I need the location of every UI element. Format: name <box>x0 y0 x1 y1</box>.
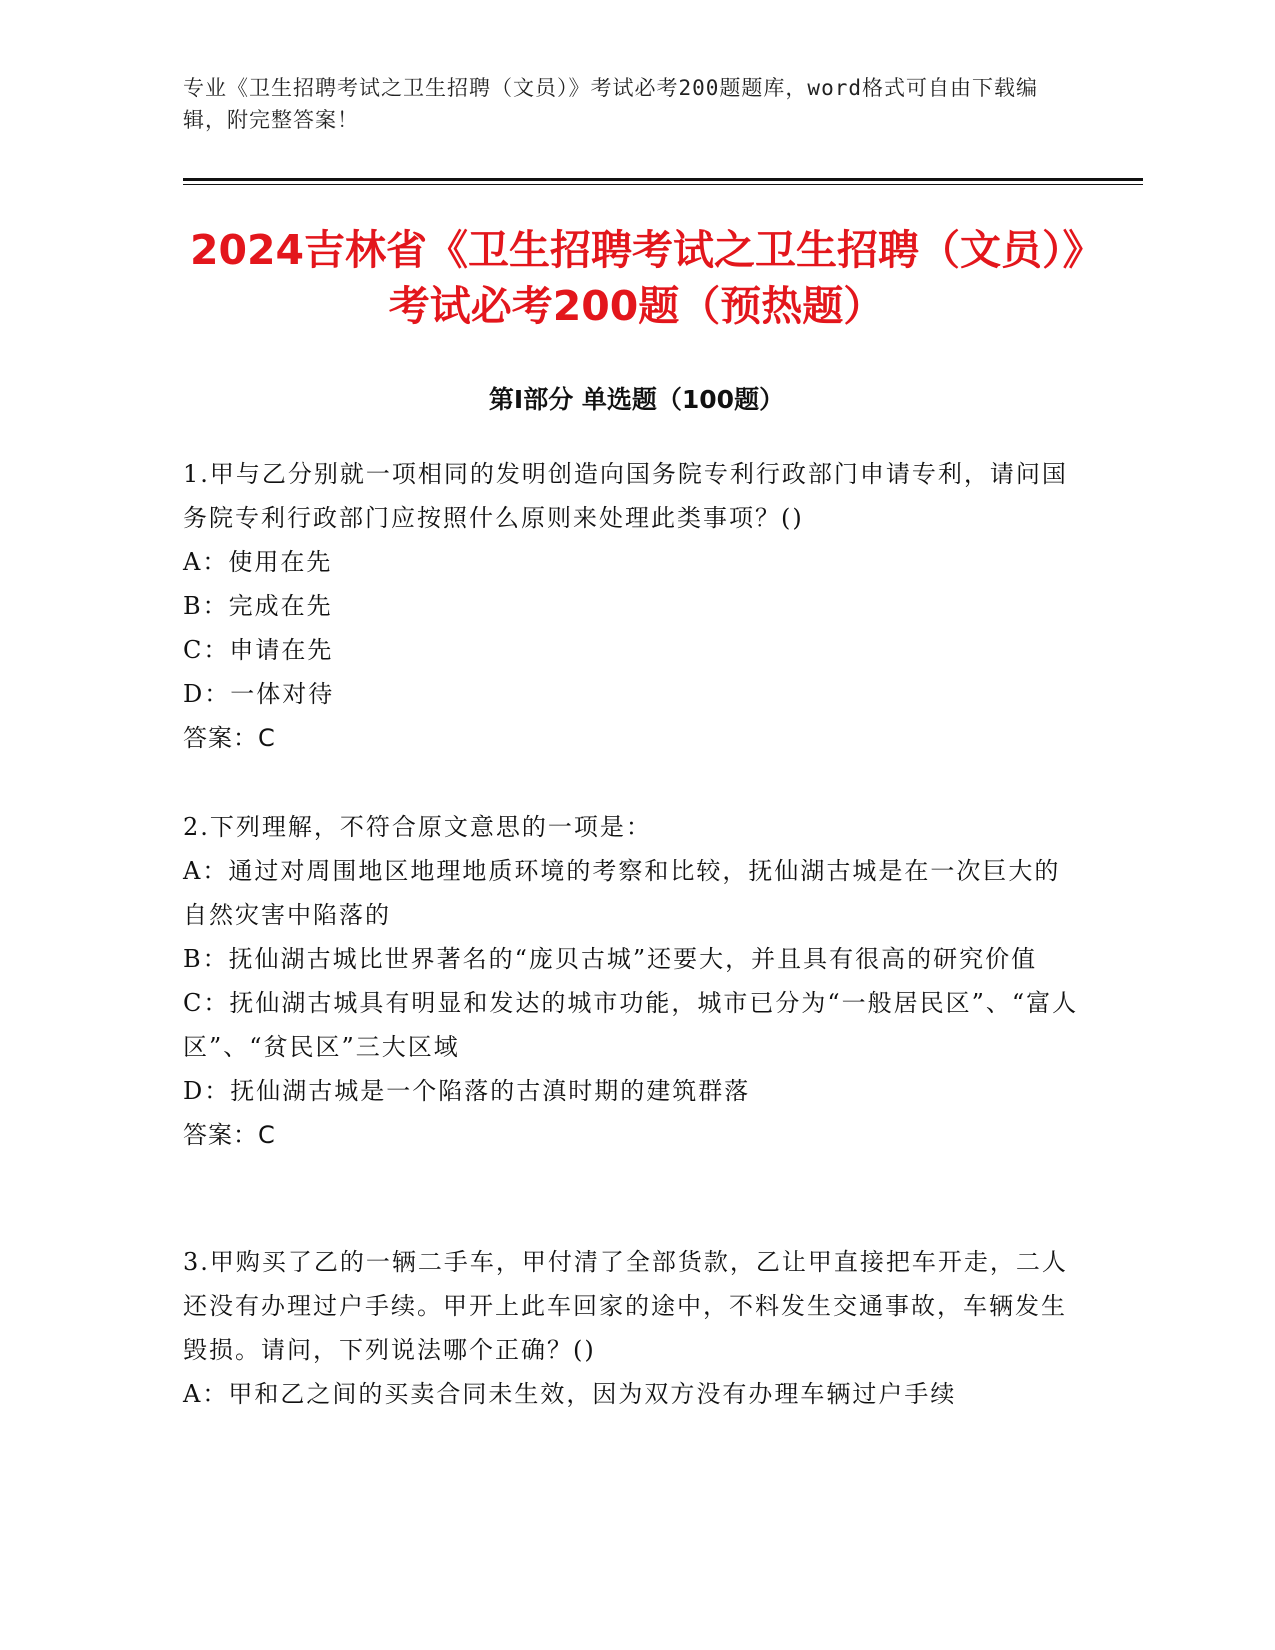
option-b: B：完成在先 <box>183 592 333 620</box>
option-d: D：抚仙湖古城是一个陷落的古滇时期的建筑群落 <box>183 1077 751 1105</box>
header-note: 专业《卫生招聘考试之卫生招聘（文员）》考试必考200题题库，word格式可自由下载编辑，附完整答案！ <box>183 76 1038 132</box>
question-block <box>183 1240 1083 1416</box>
option-c: C：申请在先 <box>183 636 334 664</box>
question-block <box>183 805 1083 1157</box>
question-stem: 2.下列理解，不符合原文意思的一项是： <box>183 813 652 841</box>
answer-line: 答案：C <box>183 724 276 752</box>
header-rule-thick <box>183 178 1143 181</box>
option-d: D：一体对待 <box>183 680 335 708</box>
question-stem: 1.甲与乙分别就一项相同的发明创造向国务院专利行政部门申请专利，请问国务院专利行政部门应按照什么原则来处理此类事项？() <box>183 460 1068 532</box>
section-heading: 第Ⅰ部分 单选题（100题） <box>488 385 785 414</box>
option-a: A：甲和乙之间的买卖合同未生效，因为双方没有办理车辆过户手续 <box>183 1380 957 1408</box>
answer-line: 答案：C <box>183 1121 276 1149</box>
option-c: C：抚仙湖古城具有明显和发达的城市功能，城市已分为“一般居民区”、“富人区”、“贫民区”三大区域 <box>183 989 1079 1061</box>
option-a: A：使用在先 <box>183 548 333 576</box>
question-stem: 3.甲购买了乙的一辆二手车，甲付清了全部货款，乙让甲直接把车开走，二人还没有办理过户手续。甲开上此车回家的途中，不料发生交通事故，车辆发生毁损。请问，下列说法哪个正确？() <box>183 1248 1068 1364</box>
document-title: 2024吉林省《卫生招聘考试之卫生招聘（文员）》考试必考200题（预热题） <box>189 226 1084 330</box>
header-rule-thin <box>183 184 1143 185</box>
option-a: A：通过对周围地区地理地质环境的考察和比较，抚仙湖古城是在一次巨大的自然灾害中陷落的 <box>183 857 1061 929</box>
option-b: B：抚仙湖古城比世界著名的“庞贝古城”还要大，并且具有很高的研究价值 <box>183 945 1038 973</box>
question-block <box>183 452 1083 760</box>
